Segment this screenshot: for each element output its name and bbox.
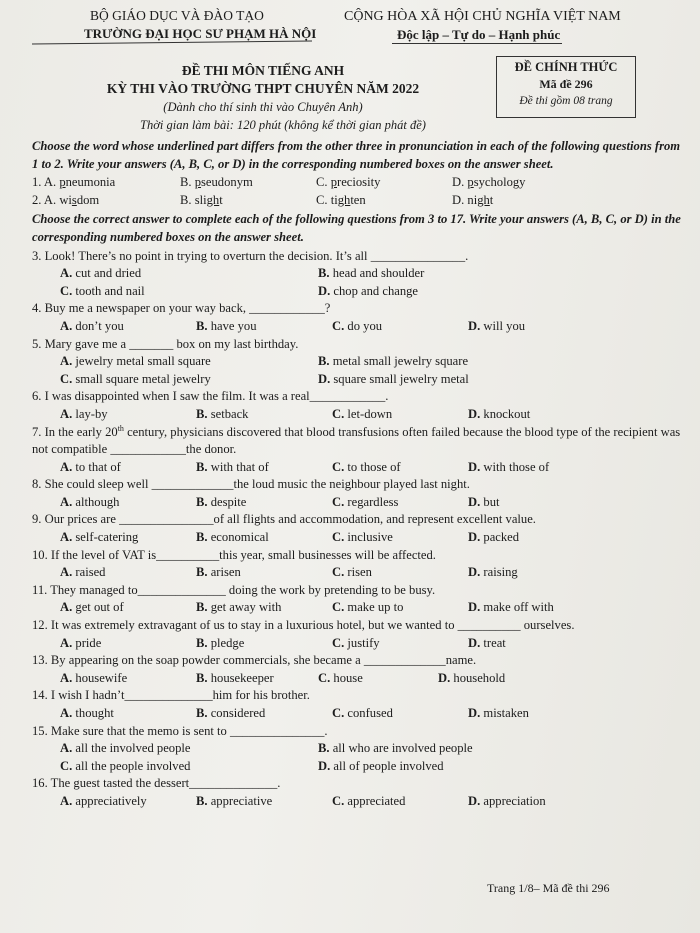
question-8 [32, 476, 682, 511]
option-text: ti [330, 192, 338, 207]
option-text: wi [59, 192, 72, 207]
option-letter: D. [468, 459, 481, 474]
answer-options [32, 353, 682, 388]
option-d[interactable] [468, 529, 638, 547]
answer-options [32, 635, 682, 653]
option-letter: D. [468, 793, 481, 808]
option-letter: B. [318, 266, 330, 281]
option-letter: D. [318, 758, 331, 773]
underlined-part: gh [206, 192, 220, 207]
option-text: with that of [210, 459, 269, 474]
option-text: cut and dried [75, 266, 142, 281]
option-letter: A. [60, 793, 73, 808]
option-text: risen [347, 565, 372, 580]
answer-options [32, 740, 682, 775]
option-letter: C. [332, 793, 345, 808]
option-letter: D. [318, 283, 331, 298]
question-stem: 8. She could sleep well _____________the loud music the neighbour played last night. [32, 477, 470, 492]
option-text: jewelry metal small square [75, 354, 211, 369]
option-b[interactable] [196, 406, 332, 424]
option-text: seudonym [201, 175, 253, 190]
option-letter: B. [196, 406, 208, 421]
option-text: square small jewelry metal [333, 371, 469, 386]
option-letter: B. [180, 175, 192, 190]
option-b [180, 174, 316, 192]
national-motto: Độc lập – Tự do – Hạnh phúc [397, 27, 561, 42]
option-d[interactable] [468, 564, 638, 582]
ministry-name: BỘ GIÁO DỤC VÀ ĐÀO TẠO [90, 8, 264, 23]
option-letter: D. [468, 406, 481, 421]
option-letter: C. [332, 706, 345, 720]
answer-options [32, 265, 682, 300]
option-a [32, 174, 180, 192]
option-text: get out of [75, 600, 124, 615]
option-c[interactable] [318, 670, 438, 688]
exam-code: Mã đề 296 [539, 77, 593, 91]
instruction-part2: Choose the correct answer to complete each of the following questions from 3 to 17. Write your answers (A, B, C, or D) in the corresponding numbered boxes on the answer sheet. [32, 212, 681, 244]
option-letter: B. [196, 565, 208, 580]
option-b[interactable] [196, 318, 332, 336]
option-text: appreciation [483, 793, 546, 808]
pages-note: Đề thi gồm 08 trang [519, 95, 613, 107]
option-d[interactable] [468, 406, 638, 424]
official-exam-box [496, 56, 636, 118]
option-d[interactable] [318, 758, 618, 776]
option-letter: A. [43, 175, 57, 190]
option-text: mistaken [483, 706, 529, 720]
option-letter: A. [60, 459, 73, 474]
option-text: tooth and nail [75, 283, 145, 298]
option-letter: A. [60, 706, 73, 720]
exam-audience: (Dành cho thí sinh thi vào Chuyên Anh) [163, 100, 363, 114]
option-text: knockout [483, 406, 531, 421]
option-text: to those of [347, 459, 401, 474]
answer-options [32, 670, 682, 688]
option-text: t [219, 192, 223, 207]
answer-options [32, 494, 682, 512]
question-stem: 4. Buy me a newspaper on your way back, ____________? [32, 301, 331, 316]
option-text: packed [483, 530, 520, 545]
question-6 [32, 388, 682, 423]
answer-options [32, 705, 682, 723]
option-text: ten [350, 192, 366, 207]
answer-options [32, 318, 682, 336]
option-text: pledge [210, 635, 245, 650]
question-2 [32, 192, 682, 210]
question-stem: 14. I wish I hadn’t______________him for his brother. [32, 688, 310, 703]
question-4 [32, 300, 682, 335]
option-text: confused [347, 706, 393, 720]
option-d[interactable] [468, 318, 638, 336]
option-letter: B. [196, 318, 208, 333]
option-letter: C. [332, 406, 345, 421]
option-letter: D. [452, 175, 465, 190]
option-text: get away with [210, 600, 282, 615]
option-text: self-catering [75, 530, 139, 545]
option-text: treat [483, 635, 506, 650]
exam-header [32, 4, 682, 136]
question-16 [32, 775, 682, 810]
option-text: all the involved people [75, 741, 191, 756]
question-stem: 9. Our prices are _______________of all flights and accommodation, and represent excellent value. [32, 512, 536, 527]
question-stem: 11. They managed to______________ doing the work by pretending to be busy. [32, 582, 436, 597]
option-text: to that of [75, 459, 121, 474]
answer-options [32, 529, 682, 547]
option-c[interactable] [332, 635, 468, 653]
option-letter: A. [60, 354, 73, 369]
question-1 [32, 174, 682, 192]
option-text: household [453, 670, 506, 685]
question-list [32, 248, 682, 811]
option-b[interactable] [196, 529, 332, 547]
question-stem [32, 424, 682, 459]
question-12 [32, 617, 682, 652]
option-b[interactable] [196, 793, 332, 811]
option-text: but [483, 494, 500, 509]
option-text: dom [76, 192, 100, 207]
option-letter: B. [318, 741, 330, 756]
underlined-part: p [330, 175, 338, 190]
option-text: with those of [483, 459, 550, 474]
option-text: head and shoulder [332, 266, 425, 281]
option-b[interactable] [196, 459, 332, 477]
option-text: arisen [210, 565, 241, 580]
option-text: small square metal jewelry [75, 371, 211, 386]
option-text: all of people involved [333, 758, 444, 773]
underlined-part: gh [337, 192, 351, 207]
option-text: despite [210, 494, 247, 509]
question-13 [32, 652, 682, 687]
question-10 [32, 547, 682, 582]
question-5 [32, 336, 682, 389]
underlined-part: s [71, 192, 77, 207]
option-c[interactable] [332, 459, 468, 477]
option-letter: C. [60, 283, 73, 298]
underlined-part: p [59, 175, 66, 190]
answer-options [32, 459, 682, 477]
option-c[interactable] [332, 793, 468, 811]
option-text: appreciatively [75, 793, 147, 808]
option-c [316, 174, 452, 192]
option-text: do you [347, 318, 383, 333]
option-a[interactable] [60, 406, 196, 424]
option-text: t [489, 192, 494, 207]
option-d[interactable] [318, 283, 618, 301]
question-stem: 12. It was extremely extravagant of us to stay in a luxurious hotel, but we wanted to __________ ourselves. [32, 618, 575, 633]
question-9 [32, 511, 682, 546]
option-c[interactable] [60, 758, 318, 776]
exam-title: ĐỀ THI MÔN TIẾNG ANH [181, 63, 345, 78]
option-text: sychology [473, 175, 526, 190]
question-stem: 10. If the level of VAT is__________this year, small businesses will be affected. [32, 547, 436, 562]
question-11 [32, 582, 682, 617]
option-d[interactable] [438, 670, 608, 688]
option-text: don’t you [75, 318, 124, 333]
option-letter: A. [60, 565, 73, 580]
option-text: make off with [483, 600, 554, 615]
question-7 [32, 424, 682, 477]
option-letter: A. [60, 530, 73, 545]
option-a[interactable] [60, 564, 196, 582]
option-letter: C. [332, 635, 345, 650]
question-3 [32, 248, 682, 301]
page-footer: Trang 1/8– Mã đề thi 296 [487, 881, 610, 895]
underlined-part: p [467, 175, 474, 190]
option-b [180, 192, 316, 210]
option-text: metal small jewelry square [332, 354, 469, 369]
option-text: neumonia [65, 175, 116, 190]
option-text: appreciative [210, 793, 273, 808]
option-text: housewife [75, 670, 128, 685]
option-text: all the people involved [75, 758, 191, 773]
option-text: thought [75, 706, 114, 720]
option-b[interactable] [196, 564, 332, 582]
option-text: ni [467, 192, 478, 207]
option-letter: A. [60, 406, 73, 421]
stem-superscript: th [117, 423, 124, 433]
option-text: raising [483, 565, 518, 580]
option-letter: D. [468, 318, 481, 333]
option-d[interactable] [468, 635, 638, 653]
option-letter: B. [180, 192, 192, 207]
republic-name: CỘNG HÒA XÃ HỘI CHỦ NGHĨA VIỆT NAM [344, 9, 621, 24]
option-text: appreciated [347, 793, 406, 808]
option-a[interactable] [60, 459, 196, 477]
option-letter: B. [196, 530, 208, 545]
answer-options [32, 793, 682, 811]
option-c[interactable] [332, 599, 468, 617]
option-letter: C. [332, 318, 345, 333]
option-letter: A. [60, 741, 73, 756]
option-letter: C. [318, 670, 331, 685]
option-text: setback [210, 406, 249, 421]
answer-options [32, 599, 682, 617]
option-text: sli [194, 192, 207, 207]
option-text: lay-by [75, 406, 108, 421]
option-d[interactable] [468, 459, 638, 477]
option-c[interactable] [332, 494, 468, 512]
option-letter: C. [332, 494, 345, 509]
option-d[interactable] [468, 705, 638, 723]
option-text: have you [210, 318, 257, 333]
option-a [32, 192, 180, 210]
option-a[interactable] [60, 705, 196, 723]
option-c[interactable] [332, 529, 468, 547]
option-a[interactable] [60, 494, 196, 512]
option-b[interactable] [318, 353, 618, 371]
option-letter: A. [60, 266, 73, 281]
option-letter: C. [60, 371, 73, 386]
option-letter: D. [452, 192, 465, 207]
header-rule-right [392, 43, 562, 44]
option-d [452, 174, 622, 192]
option-letter: D. [468, 494, 481, 509]
option-a[interactable] [60, 635, 196, 653]
option-a[interactable] [60, 793, 196, 811]
option-letter: B. [196, 494, 208, 509]
option-text: regardless [347, 494, 399, 509]
question-stem: 15. Make sure that the memo is sent to _______________. [32, 723, 328, 738]
option-text: economical [210, 530, 269, 545]
option-text: let-down [347, 406, 393, 421]
option-text: reciosity [337, 175, 381, 190]
option-letter: C. [332, 459, 345, 474]
underlined-part: p [194, 175, 202, 190]
option-letter: C. [332, 530, 345, 545]
option-text: house [333, 670, 363, 685]
option-letter: B. [318, 354, 330, 369]
option-c[interactable] [332, 318, 468, 336]
option-b[interactable] [196, 705, 332, 723]
question-stem: 3. Look! There’s no point in trying to overturn the decision. It’s all _______________. [32, 248, 469, 263]
question-stem: 16. The guest tasted the dessert______________. [32, 776, 281, 791]
option-d[interactable] [468, 599, 638, 617]
option-b[interactable] [196, 494, 332, 512]
option-letter: D. [468, 635, 481, 650]
question-stem: 6. I was disappointed when I saw the film. It was a real____________. [32, 389, 389, 404]
instruction-part1: Choose the word whose underlined part differs from the other three in pronunciation in each of the following questions from 1 to 2. Write your answers (A, B, C, or D) in the corresponding numbered boxes on the answer sheet. [32, 139, 681, 171]
option-b[interactable] [318, 740, 618, 758]
option-letter: D. [468, 530, 481, 545]
stem-text: century, physicians discovered that blood transfusions often failed because the blood type of the recipient was not compatible ____________the donor. [32, 424, 681, 457]
option-letter: D. [318, 371, 331, 386]
option-letter: B. [196, 793, 208, 808]
option-c[interactable] [60, 371, 318, 389]
option-letter: C. [60, 758, 73, 773]
school-name: TRƯỜNG ĐẠI HỌC SƯ PHẠM HÀ NỘI [84, 26, 317, 41]
option-b[interactable] [196, 670, 318, 688]
exam-subtitle: KỲ THI VÀO TRƯỜNG THPT CHUYÊN NĂM 2022 [106, 81, 420, 96]
question-14 [32, 687, 682, 722]
option-letter: D. [438, 670, 451, 685]
option-letter: D. [468, 706, 481, 720]
question-stem: 13. By appearing on the soap powder commercials, she became a _____________name. [32, 653, 477, 668]
option-text: housekeeper [210, 670, 274, 685]
question-15 [32, 723, 682, 776]
option-letter: C. [316, 175, 328, 190]
option-letter: C. [316, 192, 328, 207]
option-letter: A. [60, 635, 73, 650]
option-a[interactable] [60, 318, 196, 336]
option-d[interactable] [468, 793, 638, 811]
option-text: justify [347, 635, 380, 650]
option-letter: D. [468, 600, 481, 615]
stem-text: 7. In the early 20 [32, 424, 118, 439]
option-letter: A. [60, 318, 73, 333]
option-text: raised [75, 565, 106, 580]
option-c[interactable] [332, 564, 468, 582]
option-letter: D. [468, 565, 481, 580]
exam-time: Thời gian làm bài: 120 phút (không kể thời gian phát đề) [140, 118, 426, 132]
option-letter: A. [43, 192, 57, 207]
option-d[interactable] [318, 371, 618, 389]
option-a[interactable] [60, 599, 196, 617]
option-a[interactable] [60, 529, 196, 547]
option-c[interactable] [60, 283, 318, 301]
question-number: 2. [32, 192, 44, 207]
option-c [316, 192, 452, 210]
option-b[interactable] [318, 265, 618, 283]
option-text: all who are involved people [332, 741, 473, 756]
question-stem: 5. Mary gave me a _______ box on my last birthday. [32, 336, 299, 351]
option-d [452, 192, 622, 210]
answer-options [32, 564, 682, 582]
option-letter: B. [196, 670, 208, 685]
question-number: 1. [32, 175, 44, 190]
option-letter: C. [332, 565, 345, 580]
option-letter: A. [60, 494, 73, 509]
option-text: will you [483, 318, 526, 333]
option-c[interactable] [332, 406, 468, 424]
option-letter: C. [332, 600, 345, 615]
option-letter: B. [196, 706, 208, 720]
option-text: make up to [347, 600, 404, 615]
option-c[interactable] [332, 705, 468, 723]
official-label: ĐỀ CHÍNH THỨC [514, 60, 618, 74]
option-text: chop and change [333, 283, 419, 298]
option-b[interactable] [196, 635, 332, 653]
option-text: pride [75, 635, 102, 650]
option-text: although [75, 494, 120, 509]
option-letter: B. [196, 459, 208, 474]
underlined-part: gh [477, 192, 490, 207]
answer-options [32, 406, 682, 424]
option-letter: A. [60, 670, 73, 685]
option-text: inclusive [347, 530, 393, 545]
option-letter: A. [60, 600, 73, 615]
option-text: considered [210, 706, 266, 720]
option-b[interactable] [196, 599, 332, 617]
option-a[interactable] [60, 353, 318, 371]
option-d[interactable] [468, 494, 638, 512]
option-a[interactable] [60, 740, 318, 758]
option-letter: B. [196, 635, 208, 650]
option-a[interactable] [60, 670, 196, 688]
option-a[interactable] [60, 265, 318, 283]
option-letter: B. [196, 600, 208, 615]
